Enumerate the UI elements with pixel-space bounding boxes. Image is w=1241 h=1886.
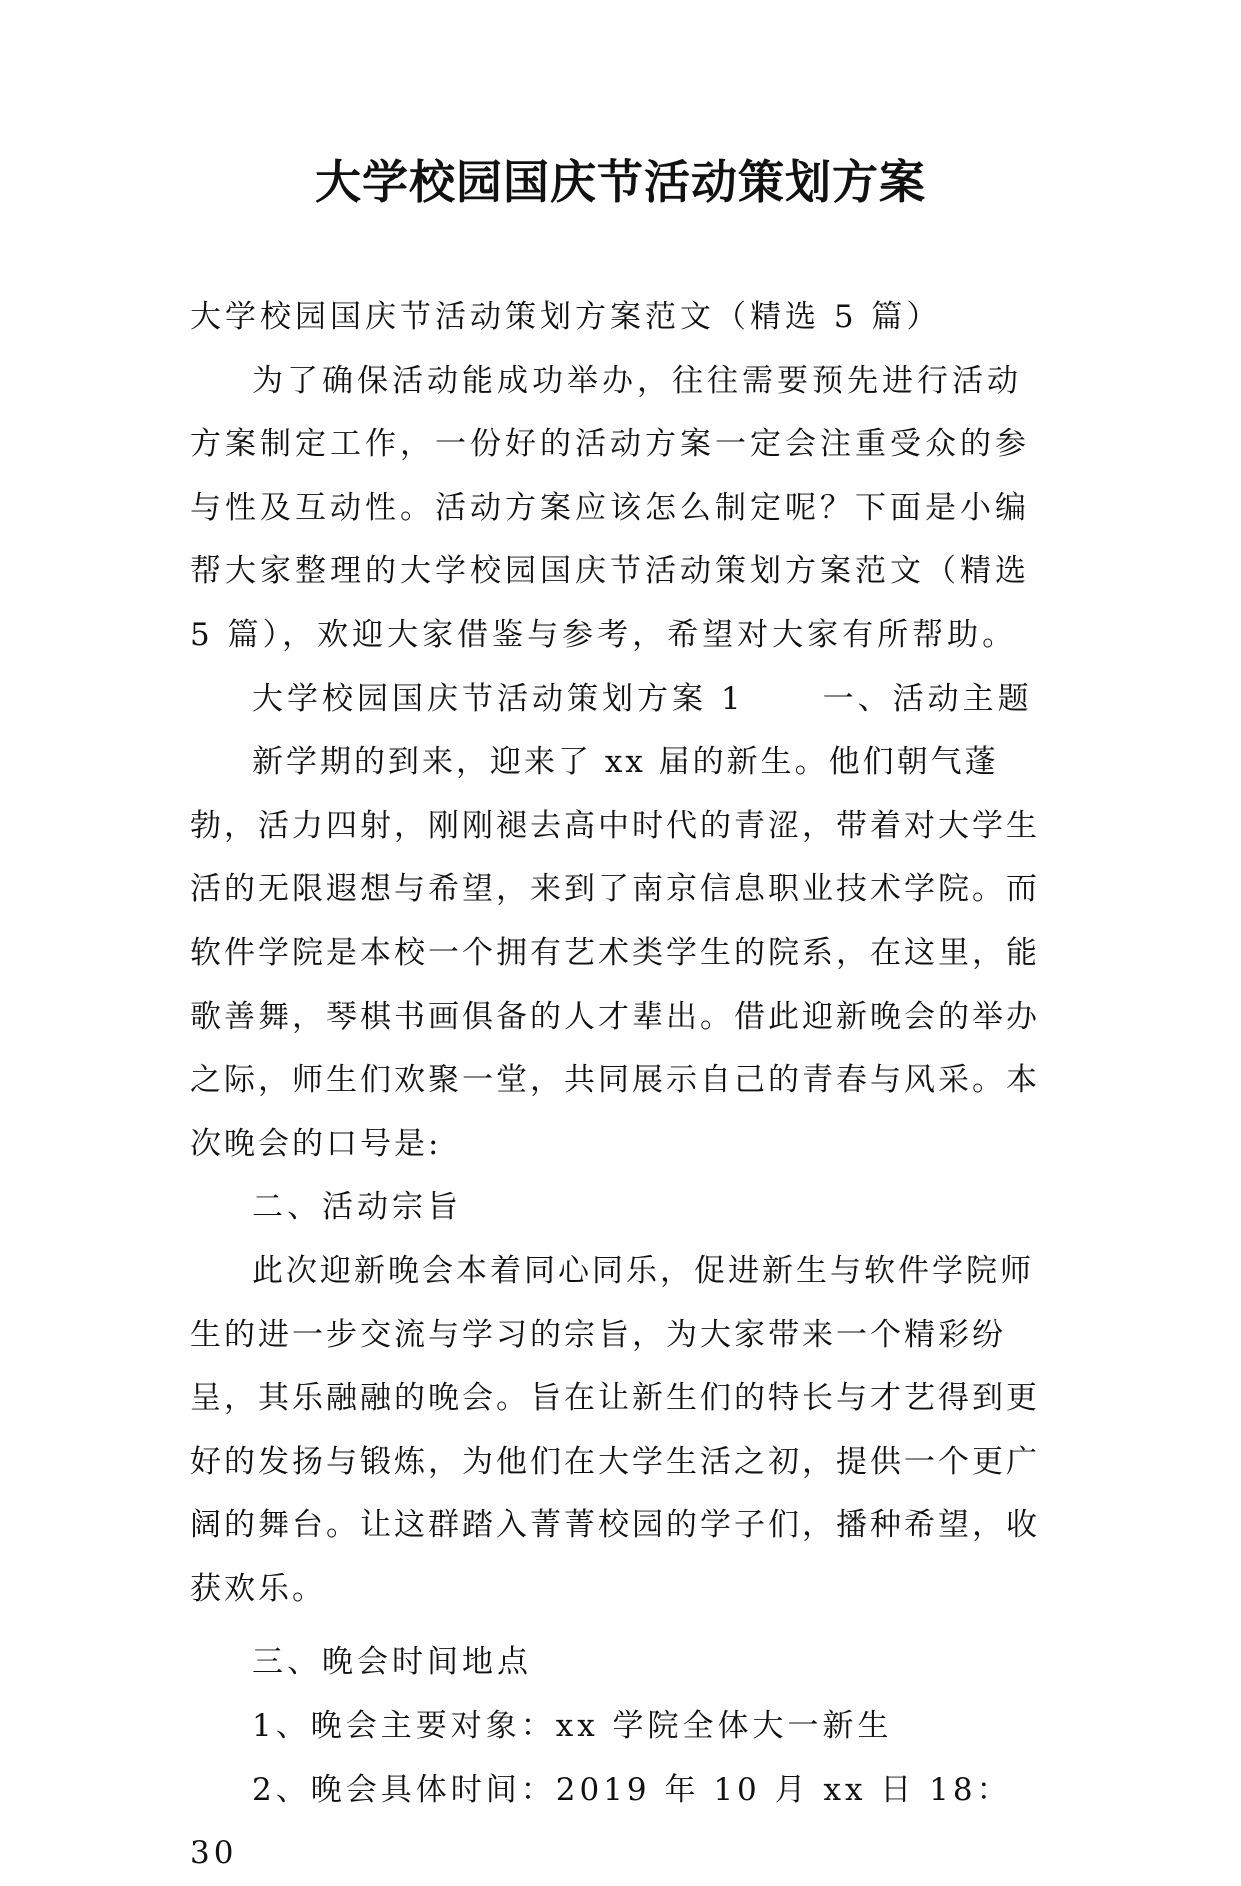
list-item-audience: 1、晚会主要对象：xx 学院全体大一新生 xyxy=(252,1708,893,1745)
section-heading-2: 二、活动宗旨 xyxy=(252,1189,462,1226)
plan-title: 大学校园国庆节活动策划方案 1 xyxy=(252,680,745,717)
document-body xyxy=(190,286,1050,1886)
document-subtitle: 大学校园国庆节活动策划方案范文（精选 5 篇） xyxy=(190,299,942,335)
paragraph-spacer xyxy=(190,1621,1050,1631)
document-title: 大学校园国庆节活动策划方案 xyxy=(315,155,926,209)
intro-paragraph: 为了确保活动能成功举办，往往需要预先进行活动方案制定工作，一份好的活动方案一定会注重受众的参与性及互动性。活动方案应该怎么制定呢？下面是小编帮大家整理的大学校园国庆节活动策划方案范文（精选 5 篇），欢迎大家借鉴与参考，希望对大家有所帮助。 xyxy=(190,362,1030,653)
theme-paragraph: 新学期的到来，迎来了 xx 届的新生。他们朝气蓬勃，活力四射，刚刚褪去高中时代的青涩，带着对大学生活的无限遐想与希望，来到了南京信息职业技术学院。而软件学院是本校一个拥有艺术类学生的院系，在这里，能歌善舞，琴棋书画俱备的人才辈出。借此迎新晚会的举办之际，师生们欢聚一堂，共同展示自己的青春与风采。本次晚会的口号是: xyxy=(190,744,1040,1162)
section-heading-3: 三、晚会时间地点 xyxy=(252,1644,532,1681)
list-item-time: 2、晚会具体时间：2019 年 10 月 xx 日 18：30 xyxy=(190,1771,1012,1872)
section-heading-1: 一、活动主题 xyxy=(822,680,1033,717)
purpose-paragraph: 此次迎新晚会本着同心同乐，促进新生与软件学院师生的进一步交流与学习的宗旨，为大家带来一个精彩纷呈，其乐融融的晚会。旨在让新生们的特长与才艺得到更好的发扬与锻炼，为他们在大学生活之初，提供一个更广阔的舞台。让这群踏入菁菁校园的学子们，播种希望，收获欢乐。 xyxy=(190,1252,1040,1607)
section-1-line xyxy=(190,668,1050,732)
